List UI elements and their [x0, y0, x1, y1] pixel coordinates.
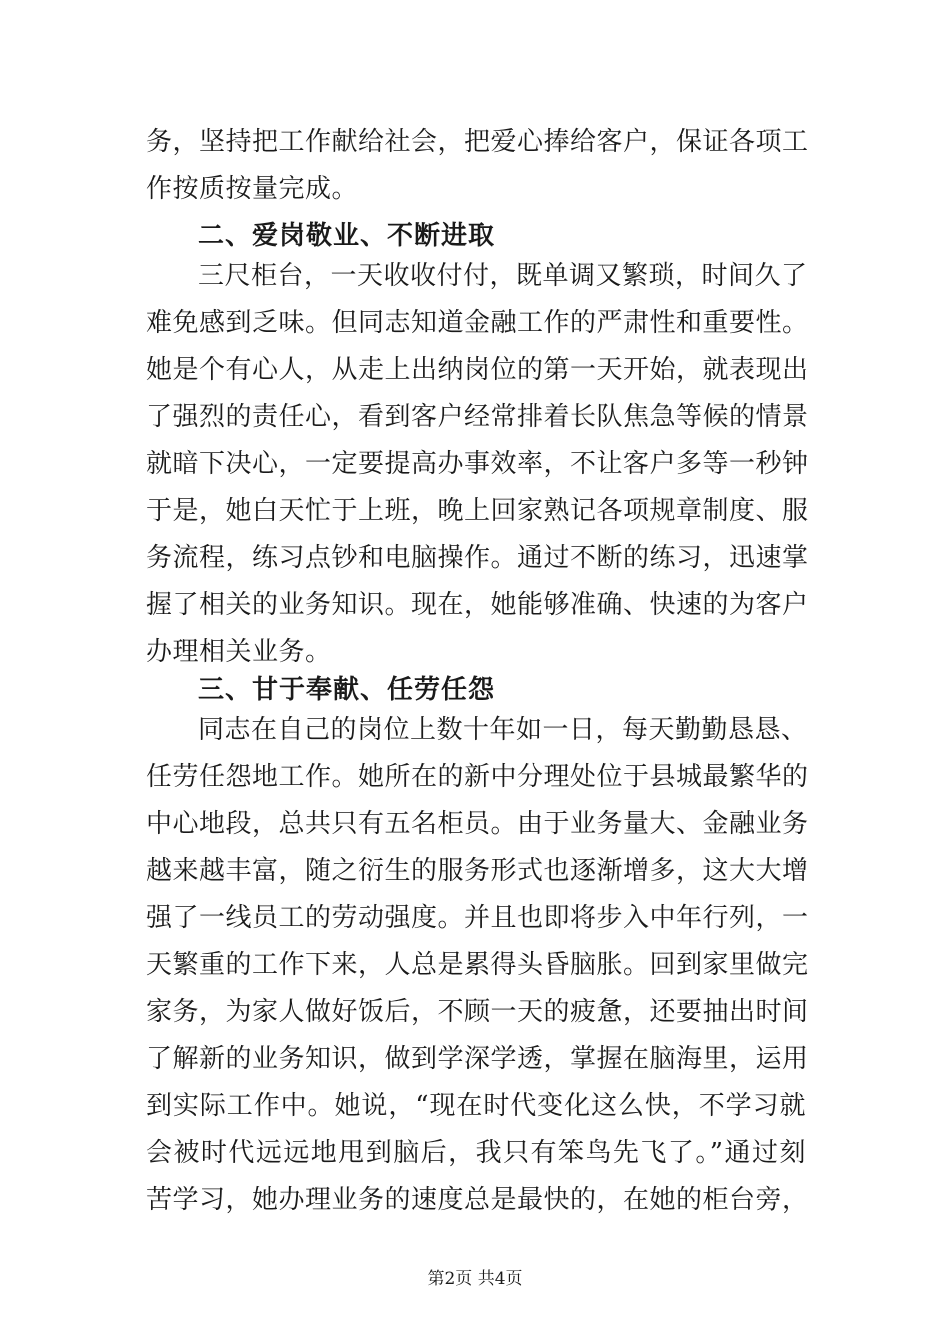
text-line: 苦学习，她办理业务的速度总是最快的，在她的柜台旁，	[146, 1185, 809, 1215]
text-line: 务流程，练习点钞和电脑操作。通过不断的练习，迅速掌	[146, 543, 809, 573]
text-line: 任劳任怨地工作。她所在的新中分理处位于县城最繁华的	[146, 762, 809, 792]
text-line: 于是，她白天忙于上班，晚上回家熟记各项规章制度、服	[146, 496, 809, 526]
text-line: 同志在自己的岗位上数十年如一日，每天勤勤恳恳、	[198, 715, 808, 745]
text-line: 强了一线员工的劳动强度。并且也即将步入中年行列，一	[146, 903, 809, 933]
text-line: 会被时代远远地甩到脑后，我只有笨鸟先飞了。”通过刻	[146, 1138, 806, 1168]
text-line: 难免感到乏味。但同志知道金融工作的严肃性和重要性。	[146, 308, 809, 338]
text-line: 了解新的业务知识，做到学深学透，掌握在脑海里，运用	[146, 1044, 809, 1074]
text-line: 天繁重的工作下来，人总是累得头昏脑胀。回到家里做完	[146, 950, 809, 980]
section-heading: 二、爱岗敬业、不断进取	[198, 221, 496, 251]
text-line: 务，坚持把工作献给社会，把爱心捧给客户，保证各项工	[146, 127, 809, 157]
text-line: 就暗下决心，一定要提高办事效率，不让客户多等一秒钟	[146, 449, 809, 479]
page-footer: 第2页 共4页	[427, 1269, 523, 1289]
section-heading: 三、甘于奉献、任劳任怨	[198, 675, 496, 705]
text-line: 握了相关的业务知识。现在，她能够准确、快速的为客户	[146, 590, 809, 620]
text-line: 到实际工作中。她说，“现在时代变化这么快，不学习就	[146, 1091, 806, 1121]
text-line: 三尺柜台，一天收收付付，既单调又繁琐，时间久了	[198, 261, 808, 291]
text-line: 家务，为家人做好饭后，不顾一天的疲惫，还要抽出时间	[146, 997, 809, 1027]
text-line: 越来越丰富，随之衍生的服务形式也逐渐增多，这大大增	[146, 856, 809, 886]
text-line: 办理相关业务。	[146, 637, 332, 667]
text-line: 了强烈的责任心，看到客户经常排着长队焦急等候的情景	[146, 402, 809, 432]
text-line: 作按质按量完成。	[146, 174, 359, 204]
text-line: 中心地段，总共只有五名柜员。由于业务量大、金融业务	[146, 809, 809, 839]
text-line: 她是个有心人，从走上出纳岗位的第一天开始，就表现出	[146, 355, 809, 385]
